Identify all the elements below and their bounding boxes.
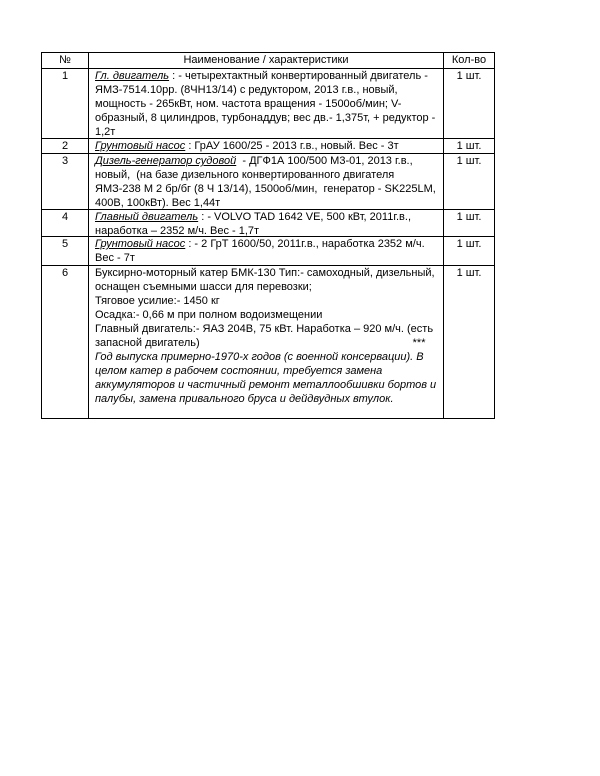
quantity-cell: 1 шт. (444, 69, 495, 139)
row-number-cell: 4 (42, 210, 89, 237)
description-cell (89, 237, 444, 266)
description-cell (89, 266, 444, 419)
description-content (89, 237, 443, 265)
table-row (42, 266, 495, 419)
header-num: № (42, 53, 89, 69)
item-paragraph: Главный двигатель : - VOLVO TAD 1642 VE, 500 кВт, 2011г.в., наработка – 2352 м/ч. Вес - 1,7т (95, 211, 415, 236)
table-row (42, 210, 495, 237)
table-body (42, 69, 495, 419)
description-cell (89, 69, 444, 139)
item-paragraph: Год выпуска примерно-1970-х годов (с военной консервации). В целом катер в рабочем состоянии, требуется замена аккумуляторов и частичный ремонт металлообшивки бортов и палубы, замена привального бруса и дейдвудных втулок. (95, 351, 440, 405)
header-name: Наименование / характеристики (89, 53, 444, 69)
description-content (89, 69, 443, 138)
quantity-cell: 1 шт. (444, 154, 495, 210)
table-row (42, 237, 495, 266)
row-number-cell: 6 (42, 266, 89, 419)
item-term: Грунтовый насос (95, 140, 186, 152)
quantity-cell: 1 шт. (444, 237, 495, 266)
item-term: Дизель-генератор судовой (95, 155, 237, 167)
item-paragraph: Грунтовый насос : ГрАУ 1600/25 - 2013 г.в., новый. Вес - 3т (95, 140, 399, 152)
description-content (89, 154, 443, 209)
row-number-cell: 5 (42, 237, 89, 266)
items-table (41, 52, 495, 419)
description-cell (89, 210, 444, 237)
quantity-cell: 1 шт. (444, 266, 495, 419)
quantity-cell: 1 шт. (444, 210, 495, 237)
item-paragraph: Дизель-генератор судовой - ДГФ1А 100/500 М3-01, 2013 г.в., новый, (на базе дизельного конвертированного двигателя ЯМЗ-238 М 2 бр/бг (8 Ч 13/14), 1500об/мин, генератор - SK225LM, 400В, 100кВт). Вес 1,44т (95, 155, 439, 209)
description-cell (89, 139, 444, 154)
row-number-cell: 2 (42, 139, 89, 154)
item-term: Грунтовый насос (95, 238, 186, 250)
item-paragraph: Грунтовый насос : - 2 ГрТ 1600/50, 2011г.в., наработка 2352 м/ч. Вес - 7т (95, 238, 428, 264)
description-content (89, 139, 443, 153)
table-header-row (42, 53, 495, 69)
item-paragraph: Главный двигатель:- ЯАЗ 204В, 75 кВт. Наработка – 920 м/ч. (есть запасной двигатель) *** (95, 323, 437, 349)
item-paragraph: Тяговое усилие:- 1450 кг (95, 295, 220, 307)
item-term: Гл. двигатель (95, 70, 170, 82)
row-number-cell: 1 (42, 69, 89, 139)
table-row (42, 139, 495, 154)
table-row (42, 154, 495, 210)
header-qty: Кол-во (444, 53, 495, 69)
table-row (42, 69, 495, 139)
item-paragraph: Гл. двигатель : - четырехтактный конвертированный двигатель - ЯМЗ-7514.10рр. (8ЧН13/14) с редуктором, 2013 г.в., новый, мощность - 265кВт, ном. частота вращения - 1500об/мин; V-образный, 8 цилиндров, турбонаддув; вес дв.- 1,375т, + редуктор - 1,2т (95, 70, 439, 138)
description-cell (89, 154, 444, 210)
description-content (89, 210, 443, 236)
item-paragraph: Осадка:- 0,66 м при полном водоизмещении (95, 309, 323, 321)
stars-marker: *** (412, 337, 425, 349)
item-term: Главный двигатель (95, 211, 199, 223)
description-content (89, 266, 443, 418)
row-number-cell: 3 (42, 154, 89, 210)
quantity-cell: 1 шт. (444, 139, 495, 154)
item-paragraph: Буксирно-моторный катер БМК-130 Тип:- самоходный, дизельный, оснащен съемными шасси для перевозки; (95, 267, 438, 293)
